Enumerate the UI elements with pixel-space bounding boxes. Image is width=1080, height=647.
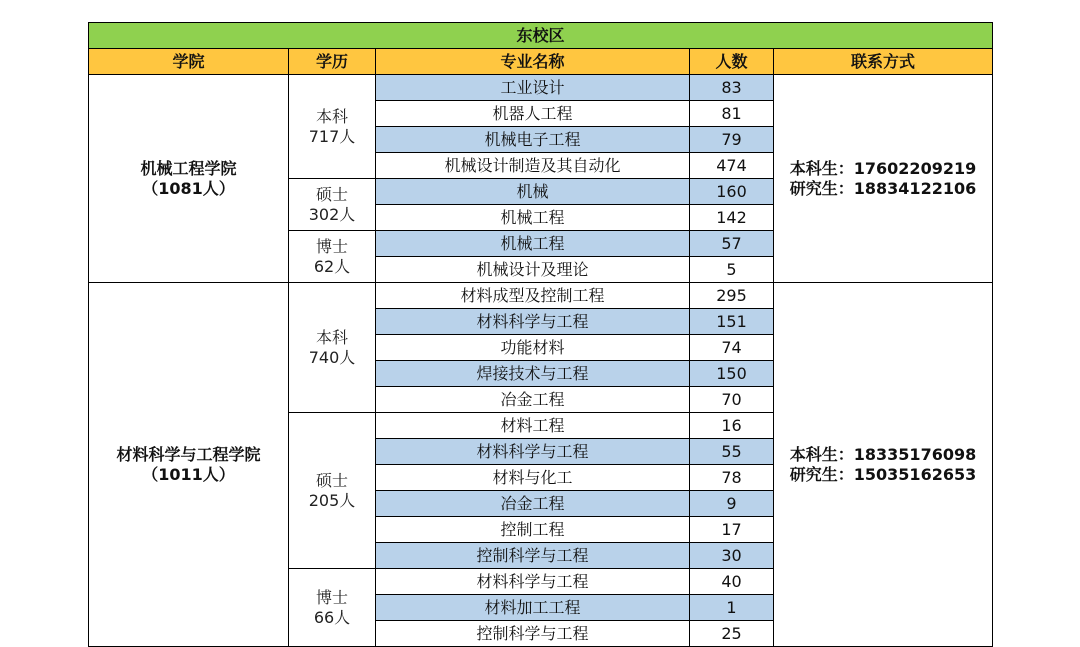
table-row [89,283,993,309]
header-contact: 联系方式 [774,49,993,75]
degree-count: 205人 [308,490,356,510]
college-total: （1011人） [142,464,235,484]
contact-cell [774,75,993,283]
title-row [89,23,993,49]
major-name: 材料与化工 [376,465,690,491]
college-name: 材料科学与工程学院 [116,444,261,464]
major-count: 16 [690,413,774,439]
header-major: 专业名称 [376,49,690,75]
sheet-title: 东校区 [89,23,993,49]
degree-level: 硕士 [315,470,348,490]
major-name: 焊接技术与工程 [376,361,690,387]
major-count: 150 [690,361,774,387]
major-name: 冶金工程 [376,387,690,413]
degree-cell [289,569,376,647]
header-college: 学院 [89,49,289,75]
degree-level: 博士 [315,587,348,607]
degree-level: 硕士 [315,184,348,204]
degree-count: 62人 [313,256,351,276]
major-name: 控制工程 [376,517,690,543]
enrollment-table [88,22,993,647]
major-name: 机械电子工程 [376,127,690,153]
degree-count: 740人 [308,347,356,367]
header-row [89,49,993,75]
contact-undergrad: 本科生：17602209219 [789,158,977,178]
major-name: 控制科学与工程 [376,543,690,569]
major-count: 81 [690,101,774,127]
major-name: 机器人工程 [376,101,690,127]
major-name: 机械设计制造及其自动化 [376,153,690,179]
major-count: 40 [690,569,774,595]
header-count: 人数 [690,49,774,75]
degree-cell [289,179,376,231]
major-count: 1 [690,595,774,621]
major-name: 工业设计 [376,75,690,101]
college-name: 机械工程学院 [140,158,237,178]
major-count: 74 [690,335,774,361]
header-degree: 学历 [289,49,376,75]
major-name: 机械设计及理论 [376,257,690,283]
major-name: 功能材料 [376,335,690,361]
major-name: 材料科学与工程 [376,569,690,595]
major-name: 机械工程 [376,231,690,257]
major-count: 295 [690,283,774,309]
contact-undergrad: 本科生：18335176098 [789,444,977,464]
degree-level: 本科 [315,327,348,347]
major-name: 材料加工工程 [376,595,690,621]
degree-cell [289,283,376,413]
major-name: 机械 [376,179,690,205]
major-count: 83 [690,75,774,101]
major-name: 材料科学与工程 [376,309,690,335]
degree-count: 302人 [308,204,356,224]
major-name: 材料成型及控制工程 [376,283,690,309]
major-count: 25 [690,621,774,647]
major-count: 57 [690,231,774,257]
degree-count: 66人 [313,607,351,627]
degree-level: 博士 [315,236,348,256]
major-count: 142 [690,205,774,231]
college-cell [89,283,289,647]
major-name: 材料工程 [376,413,690,439]
major-count: 151 [690,309,774,335]
major-count: 78 [690,465,774,491]
major-name: 控制科学与工程 [376,621,690,647]
contact-graduate: 研究生：15035162653 [789,464,977,484]
degree-level: 本科 [315,106,348,126]
major-count: 474 [690,153,774,179]
major-name: 材料科学与工程 [376,439,690,465]
major-name: 机械工程 [376,205,690,231]
major-count: 5 [690,257,774,283]
major-count: 55 [690,439,774,465]
degree-cell [289,413,376,569]
contact-cell [774,283,993,647]
major-count: 30 [690,543,774,569]
major-count: 9 [690,491,774,517]
major-name: 冶金工程 [376,491,690,517]
major-count: 79 [690,127,774,153]
major-count: 160 [690,179,774,205]
college-cell [89,75,289,283]
major-count: 17 [690,517,774,543]
major-count: 70 [690,387,774,413]
table-row [89,75,993,101]
degree-cell [289,75,376,179]
contact-graduate: 研究生：18834122106 [789,178,977,198]
degree-cell [289,231,376,283]
degree-count: 717人 [308,126,356,146]
college-total: （1081人） [142,178,235,198]
